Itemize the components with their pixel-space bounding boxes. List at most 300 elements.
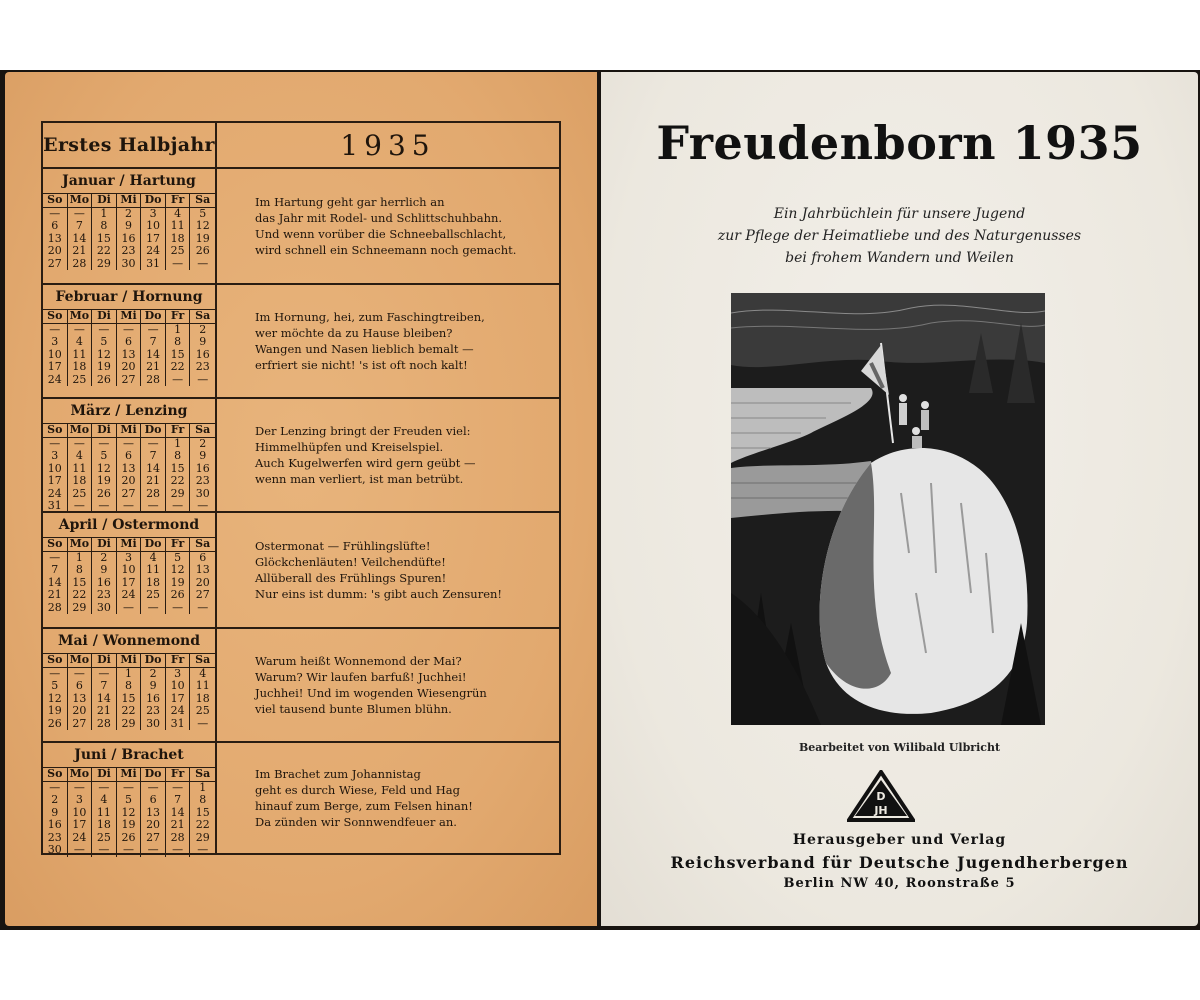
month-calendar [43,285,217,397]
weekday-header: Di [92,310,117,324]
day-cell: 6 [199,550,207,564]
month-title: Mai / Wonnemond [43,629,215,654]
day-cell: 26 [195,244,210,257]
day-cell: 4 [92,794,117,807]
verse-line: wer möchte da zu Hause bleiben? [255,326,453,340]
day-cell: 13 [43,233,68,246]
day-cell: 23 [195,474,210,487]
weekday-header: Fr [166,194,191,208]
weekday-header: Mo [68,424,93,438]
month-verse [255,629,551,741]
verse-line: Und wenn vorüber die Schneeballschlacht, [255,227,507,241]
day-cell: 14 [141,463,166,476]
day-cell: 22 [166,475,191,488]
day-cell: 17 [141,233,166,246]
day-cell: 9 [141,680,166,693]
subtitle-line: zur Pflege der Heimatliebe und des Naturgenusses [717,228,1082,244]
day-cell: 10 [43,463,68,476]
weekday-header: Mi [117,768,142,782]
day-cell: 5 [43,680,68,693]
day-cell: — [92,324,117,337]
editor-credit: Bearbeitet von Wilibald Ulbricht [798,741,1001,754]
subtitle-line: Ein Jahrbüchlein für unsere Jugend [773,206,1026,222]
day-cell: 28 [92,718,117,731]
weekday-header: Mo [68,654,93,668]
day-cell: 14 [141,349,166,362]
day-cell: 28 [166,832,191,845]
day-cell: 12 [117,807,142,820]
day-cell: — [117,602,142,615]
weekday-header: Do [141,768,166,782]
month-day-grid [43,654,215,730]
month-day-grid [43,768,215,857]
day-cell: 6 [68,680,93,693]
day-cell: 4 [68,336,93,349]
day-cell: 2 [43,794,68,807]
verse-line: Warum heißt Wonnemond der Mai? [255,654,462,668]
day-cell: 15 [92,233,117,246]
day-cell: — [43,782,68,795]
day-cell: 15 [166,349,191,362]
verse-line: das Jahr mit Rodel- und Schlittschuhbahn. [255,211,503,225]
day-cell: — [197,716,209,730]
weekday-header: Sa [190,194,215,208]
day-cell: 3 [43,450,68,463]
day-cell: 27 [68,718,93,731]
day-cell: 25 [92,832,117,845]
half-year-heading: Erstes Halbjahr [43,123,217,169]
day-cell: 19 [166,577,191,590]
day-cell: 10 [141,220,166,233]
day-cell: 23 [195,360,210,373]
day-cell: 17 [166,693,191,706]
day-cell: 20 [43,245,68,258]
day-cell: 5 [166,552,191,565]
verse-line: Warum? Wir laufen barfuß! Juchhei! [255,670,467,684]
day-cell: 25 [68,374,93,387]
day-cell: 17 [68,819,93,832]
verse-line: geht es durch Wiese, Feld und Hag [255,783,461,797]
day-cell: 26 [92,488,117,501]
verse-line: hinauf zum Berge, zum Felsen hinan! [255,799,473,813]
day-cell: 27 [117,374,142,387]
weekday-header: Mo [68,538,93,552]
day-cell: — [68,208,93,221]
day-cell: 7 [92,680,117,693]
open-booklet [0,70,1200,930]
day-cell: 2 [199,322,207,336]
subtitle-line: bei frohem Wandern und Weilen [785,250,1014,266]
day-cell: — [117,500,142,513]
verse-line: Im Hornung, hei, zum Faschingtreiben, [255,310,485,324]
weekday-header: Mi [117,194,142,208]
day-cell: 11 [68,463,93,476]
verse-line: Auch Kugelwerfen wird gern geübt — [255,456,476,470]
day-cell: 30 [195,486,210,500]
day-cell: 7 [68,220,93,233]
day-cell: — [68,668,93,681]
day-cell: 30 [92,602,117,615]
weekday-header: So [43,194,68,208]
day-cell: 30 [117,258,142,271]
day-cell: — [141,844,166,857]
day-cell: 3 [117,552,142,565]
weekday-header: Mi [117,424,142,438]
day-cell: 13 [117,463,142,476]
day-cell: 10 [117,564,142,577]
day-cell: 19 [43,705,68,718]
weekday-header: Do [141,194,166,208]
day-cell: 8 [166,450,191,463]
year-heading: 1935 [217,123,559,169]
weekday-header: Sa [190,538,215,552]
month-day-grid [43,538,215,614]
day-cell: — [92,782,117,795]
day-cell: — [197,372,209,386]
day-cell: 5 [92,336,117,349]
day-cell: 24 [141,245,166,258]
day-cell: 12 [195,219,210,232]
verse-line: Nur eins ist dumm: 's gibt auch Zensuren! [255,587,503,601]
weekday-header: Sa [190,768,215,782]
day-cell: 19 [92,475,117,488]
day-cell: 22 [92,245,117,258]
weekday-header: Fr [166,654,191,668]
day-cell: 14 [43,577,68,590]
day-cell: 6 [117,450,142,463]
day-cell: 31 [141,258,166,271]
day-cell: — [141,500,166,513]
day-cell: 28 [43,602,68,615]
day-cell: — [117,844,142,857]
day-cell: — [141,438,166,451]
month-calendar [43,629,217,741]
day-cell: 29 [195,830,210,844]
day-cell: 8 [166,336,191,349]
day-cell: 12 [92,349,117,362]
day-cell: 1 [166,438,191,451]
day-cell: 27 [141,832,166,845]
day-cell: — [141,782,166,795]
day-cell: 25 [166,245,191,258]
weekday-header: So [43,538,68,552]
day-cell: 2 [199,436,207,450]
day-cell: 30 [141,718,166,731]
day-cell: 26 [92,374,117,387]
day-cell: 21 [141,475,166,488]
verse-line: Glöckchenläuten! Veilchendüfte! [255,555,446,569]
day-cell: — [197,256,209,270]
day-cell: 26 [43,718,68,731]
weekday-header: Mi [117,310,142,324]
publisher-name: Reichsverband für Deutsche Jugendherbergen [670,853,1129,872]
day-cell: — [43,208,68,221]
day-cell: 4 [199,666,207,680]
day-cell: — [166,258,191,271]
weekday-header: So [43,768,68,782]
calendar-table [41,121,561,855]
weekday-header: Do [141,424,166,438]
day-cell: 23 [43,832,68,845]
weekday-header: Mo [68,194,93,208]
day-cell: 24 [43,374,68,387]
month-row [43,743,559,856]
month-row [43,629,559,743]
day-cell: 6 [43,220,68,233]
day-cell: 18 [68,361,93,374]
day-cell: 28 [141,374,166,387]
day-cell: 28 [141,488,166,501]
day-cell: 11 [68,349,93,362]
weekday-header: Fr [166,768,191,782]
title-page [601,72,1198,926]
day-cell: 3 [68,794,93,807]
day-cell: 26 [117,832,142,845]
month-row [43,399,559,513]
weekday-header: Mo [68,310,93,324]
day-cell: 2 [92,552,117,565]
day-cell: 5 [92,450,117,463]
day-cell: 7 [166,794,191,807]
day-cell: 31 [166,718,191,731]
day-cell: — [68,844,93,857]
day-cell: 19 [195,231,210,245]
weekday-header: So [43,424,68,438]
day-cell: 28 [68,258,93,271]
day-cell: 4 [68,450,93,463]
verse-line: Der Lenzing bringt der Freuden viel: [255,424,471,438]
verse-line: wird schnell ein Schneemann noch gemacht. [255,243,517,257]
day-cell: — [166,374,191,387]
day-cell: 2 [141,668,166,681]
weekday-header: Di [92,768,117,782]
weekday-header: Mo [68,768,93,782]
day-cell: 25 [141,589,166,602]
day-cell: 7 [43,564,68,577]
day-cell: 12 [92,463,117,476]
day-cell: — [43,438,68,451]
verse-line: Da zünden wir Sonnwendfeuer an. [255,815,457,829]
day-cell: 29 [68,602,93,615]
day-cell: 16 [141,693,166,706]
day-cell: 18 [68,475,93,488]
weekday-header: Mi [117,654,142,668]
verse-line: Wangen und Nasen lieblich bemalt — [255,342,474,356]
day-cell: 7 [141,450,166,463]
day-cell: 1 [92,208,117,221]
day-cell: 8 [199,793,207,806]
month-title: März / Lenzing [43,399,215,424]
day-cell: 22 [68,589,93,602]
day-cell: — [43,552,68,565]
day-cell: 20 [195,575,210,589]
month-day-grid [43,424,215,513]
day-cell: 14 [92,693,117,706]
day-cell: 25 [195,704,210,717]
day-cell: 21 [68,245,93,258]
month-title: Februar / Hornung [43,285,215,310]
day-cell: 23 [117,245,142,258]
month-row [43,513,559,629]
day-cell: 2 [117,208,142,221]
day-cell: 15 [68,577,93,590]
day-cell: 20 [141,819,166,832]
day-cell: 1 [166,324,191,337]
day-cell: 16 [43,819,68,832]
day-cell: — [68,782,93,795]
month-calendar [43,169,217,283]
day-cell: 8 [92,220,117,233]
day-cell: 9 [199,449,207,462]
day-cell: 6 [117,336,142,349]
month-calendar [43,743,217,856]
day-cell: 20 [117,361,142,374]
verse-line: Himmelhüpfen und Kreiselspiel. [255,440,444,454]
publisher-label: Herausgeber und Verlag [792,832,1007,848]
day-cell: 18 [195,691,210,705]
day-cell: — [166,500,191,513]
day-cell: 11 [92,807,117,820]
day-cell: — [68,438,93,451]
djh-logo-icon [847,770,915,822]
day-cell: — [117,324,142,337]
day-cell: 9 [199,335,207,348]
calendar-page [5,72,597,926]
verse-line: Im Hartung geht gar herrlich an [255,195,445,209]
day-cell: 11 [141,564,166,577]
day-cell: 24 [43,488,68,501]
day-cell: 25 [68,488,93,501]
day-cell: 10 [68,807,93,820]
day-cell: 6 [141,794,166,807]
weekday-header: Do [141,310,166,324]
day-cell: 21 [166,819,191,832]
weekday-header: Fr [166,310,191,324]
day-cell: 29 [117,718,142,731]
day-cell: 30 [43,844,68,857]
day-cell: — [43,324,68,337]
month-verse [255,513,551,627]
weekday-header: Di [92,538,117,552]
day-cell: 27 [195,588,210,601]
day-cell: 8 [68,564,93,577]
verse-line: viel tausend bunte Blumen blühn. [255,702,452,716]
weekday-header: Di [92,424,117,438]
day-cell: 13 [141,807,166,820]
day-cell: — [92,500,117,513]
month-verse [255,285,551,397]
day-cell: 21 [43,589,68,602]
day-cell: 13 [117,349,142,362]
weekday-header: Fr [166,424,191,438]
day-cell: 18 [166,233,191,246]
day-cell: 13 [195,563,210,576]
day-cell: 14 [68,233,93,246]
day-cell: 18 [92,819,117,832]
day-cell: 1 [68,552,93,565]
day-cell: 26 [166,589,191,602]
day-cell: — [117,438,142,451]
day-cell: 4 [166,208,191,221]
day-cell: 24 [117,589,142,602]
weekday-header: Fr [166,538,191,552]
day-cell: 9 [117,220,142,233]
month-day-grid [43,194,215,270]
weekday-header: Do [141,654,166,668]
day-cell: 29 [166,488,191,501]
day-cell: — [92,844,117,857]
book-title: Freudenborn 1935 [656,116,1143,170]
day-cell: — [43,668,68,681]
day-cell: 10 [43,349,68,362]
day-cell: 24 [68,832,93,845]
day-cell: 1 [117,668,142,681]
weekday-header: Di [92,654,117,668]
day-cell: 21 [141,361,166,374]
day-cell: 16 [195,461,210,475]
month-title: April / Ostermond [43,513,215,538]
svg-text:JH: JH [874,804,888,817]
day-cell: 5 [199,206,207,220]
day-cell: 10 [166,680,191,693]
day-cell: 20 [68,705,93,718]
day-cell: 18 [141,577,166,590]
day-cell: 31 [43,500,68,513]
verse-line: Ostermonat — Frühlingslüfte! [255,539,431,553]
day-cell: 11 [166,220,191,233]
day-cell: 7 [141,336,166,349]
verse-line: erfriert sie nicht! 's ist oft noch kalt! [255,358,468,372]
day-cell: 3 [166,668,191,681]
day-cell: 12 [166,564,191,577]
month-day-grid [43,310,215,386]
day-cell: 13 [68,693,93,706]
day-cell: 9 [43,807,68,820]
day-cell: — [92,668,117,681]
day-cell: 15 [195,805,210,819]
day-cell: — [166,782,191,795]
woodcut-illustration [731,293,1045,725]
day-cell: 16 [117,233,142,246]
day-cell: — [197,843,209,856]
month-row [43,169,559,285]
day-cell: 17 [43,361,68,374]
month-title: Januar / Hartung [43,169,215,194]
month-calendar [43,399,217,511]
weekday-header: So [43,310,68,324]
verse-line: Im Brachet zum Johannistag [255,767,421,781]
day-cell: 15 [166,463,191,476]
verse-line: Allüberall des Frühlings Spuren! [255,571,447,585]
day-cell: — [92,438,117,451]
day-cell: 22 [195,818,210,831]
day-cell: 22 [166,361,191,374]
verse-line: Juchhei! Und im wogenden Wiesengrün [255,686,487,700]
day-cell: 15 [117,693,142,706]
day-cell: 11 [195,679,210,692]
day-cell: 27 [117,488,142,501]
weekday-header: Sa [190,654,215,668]
day-cell: — [197,600,209,614]
day-cell: — [166,602,191,615]
day-cell: 21 [92,705,117,718]
month-calendar [43,513,217,627]
weekday-header: Sa [190,424,215,438]
publisher-address: Berlin NW 40, Roonstraße 5 [783,876,1016,891]
day-cell: 19 [92,361,117,374]
weekday-header: Do [141,538,166,552]
day-cell: 24 [166,705,191,718]
